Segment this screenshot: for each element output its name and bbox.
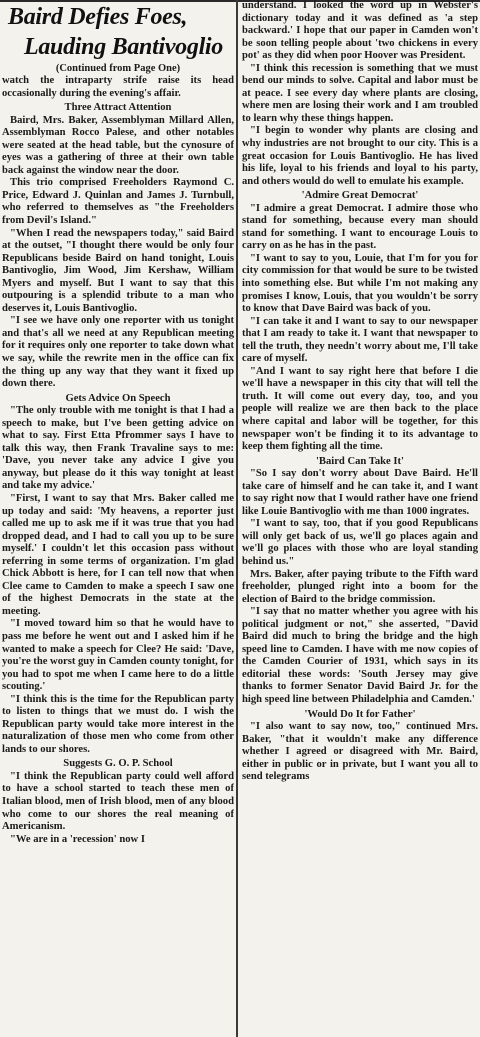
article-paragraph: "I think this is the time for the Republican party to listen to things that we must do. I wish the Republican party would take more interest in the naturalization of those men who come from other lands to our shores. — [2, 693, 234, 755]
article-paragraph: "I can take it and I want to say to our newspaper that I am ready to take it. I want that newspaper to tell the truth, they needn't worry about me, I'll take care of myself. — [242, 315, 478, 365]
article-paragraph: "I think the Republican party could well afford to have a school started to teach these men of Italian blood, men of Irish blood, men of any blood who come to our shores the real meaning of Americanism. — [2, 770, 234, 833]
article-paragraph: Mrs. Baker, after paying tribute to the Fifth ward freeholder, plunged right into a boom for the election of Baird to the bridge commission. — [242, 568, 478, 605]
article-paragraph: "I want to say to you, Louie, that I'm for you for city commission for that would be sure to be twisted into something else. But while I'm not making any promises I know, Louis, that you wouldn't be sorry to know that Dave Baird was back of you. — [242, 252, 478, 315]
subheading: 'Admire Great Democrat' — [301, 190, 419, 202]
subheading: 'Baird Can Take It' — [315, 455, 404, 467]
article-paragraph: Baird, Mrs. Baker, Assemblyman Millard Allen, Assemblyman Rocco Palese, and other notables were seated at the head table, but the cynosure of eyes was a gathering of three at their own table back against the window near the door. — [2, 114, 234, 176]
article-paragraph: "I see we have only one reporter with us tonight and that's all we need at any Republican meeting for it requires only one reporter to take down what we say, while the rewrite men in the office can fix the thing up any way that they want it fixed up down there. — [2, 315, 234, 390]
article-paragraph: "I want to say, too, that if you good Republicans will only get back of us, we'll go places again and we'll go places with those who are loyal standing behind us." — [242, 518, 478, 567]
left-column-body — [2, 75, 234, 846]
column-rule — [236, 0, 238, 1037]
article-paragraph: "When I read the newspapers today," said Baird at the outset, "I thought there would be only four Republicans beside Baird on hand tonight, Louis Bantivoglio, Jim Wood, Jim Kershaw, William Myers and myself. But I want to say that this outpouring is a splendid tribute to a man who deserves it, Louis Bantivoglio. — [2, 227, 234, 314]
left-column — [2, 0, 234, 1037]
article-paragraph: "I think this recession is something that we must bend our minds to solve. Capital and labor must be at peace. I see every day where plants are closing, where men are losing their work and I am troubled to learn why these things happen. — [242, 62, 478, 124]
right-column — [242, 0, 478, 1037]
article-paragraph: "The only trouble with me tonight is that I had a speech to make, but I've been getting advice on what to say. First Etta Pfrommer says I have to talk this way, then Frank Travaline says to me: 'Dave, you never take any advice I give you anyway, but please do it this way tonight at least and take my advice.' — [2, 405, 234, 492]
article-paragraph: "I also want to say now, too," continued Mrs. Baker, "that it wouldn't make any difference whether I agreed or disagreed with Mr. Baird, either in public or in private, but I want you all to send telegrams — [242, 721, 478, 783]
article-paragraph: "So I say don't worry about Dave Baird. He'll take care of himself and he can take it, and I want to say right now that I would rather have one friend like Louie Bantivoglio with me than 1000 ingrates. — [242, 468, 478, 517]
headline-line-1: Baird Defies Foes, — [8, 4, 188, 30]
article-paragraph: understand. I looked the word up in Webster's dictionary today and it was defined as 'a step backward.' I hope that our paper in Camden won't be soon telling people about 'two chickens in every pot' as they did when poor Hoover was President. — [242, 0, 478, 62]
article-paragraph: "First, I want to say that Mrs. Baker called me up today and said: 'My heavens, a reporter just called me up to ask me if it was true that you had dropped dead, and I had to call you up to be sure myself.' I couldn't let this occasion pass without referring in some terms of organization. I'm glad Chick Abbott is here, for I can tell now that when Clee came to Camden to make a speech I saw one of the highest Democrats in the state at the meeting. — [2, 492, 234, 617]
article-paragraph: "I begin to wonder why plants are closing and why industries are not brought to our city. This is a great occasion for Louis Bantivoglio. He has lived his life, loyal to his friends and loyal to his party, and others would do well to emulate his example. — [242, 125, 478, 187]
subheading: Gets Advice On Speech — [65, 392, 171, 404]
subheading: Three Attract Attention — [64, 102, 172, 114]
right-column-body — [242, 0, 478, 784]
headline-line-2: Lauding Bantivoglio — [24, 34, 224, 60]
subheading: Suggests G. O. P. School — [63, 758, 173, 770]
article-paragraph: "I admire a great Democrat. I admire those who stand for something, because every man should stand for something. I want to encourage Louis to carry on as he has in the past. — [242, 202, 478, 252]
article-paragraph: "We are in a 'recession' now I — [10, 833, 145, 845]
article-paragraph: This trio comprised Freeholders Raymond C. Price, Edward J. Quinlan and James J. Turnbull, who referred to themselves as "the Freeholders from Devil's Island." — [2, 177, 234, 226]
article-paragraph: watch the intraparty strife raise its head occasionally during the evening's affair. — [2, 75, 234, 99]
article-paragraph: "I say that no matter whether you agree with his political judgment or not," she asserted, "David Baird did much to bring the bridge and the high speed line to Camden. I have with me now copies of the Camden Courier of 1931, which says in its editorial these words: 'South Jersey may give thanks to former Senator David Baird Jr. for the high speed line between Philadelphia and Camden.' — [242, 606, 478, 705]
article-paragraph: "And I want to say right here that before I die we'll have a newspaper in this city that will tell the truth. It will come out every day, too, and you people will realize we are then back to the place where capital and labor will be together, for this newspaper won't be finding it to its advantage to keep them fighting all the time. — [242, 365, 478, 453]
subheading: 'Would Do It for Father' — [304, 708, 416, 720]
continued-note: (Continued from Page One) — [55, 63, 181, 74]
article-paragraph: "I moved toward him so that he would have to pass me before he went out and I asked him if he wanted to make a speech for Clee? He said: 'Dave, you're the worst guy in Camden county tonight, for you had to spot me when I came here to do a little scouting.' — [2, 618, 234, 693]
